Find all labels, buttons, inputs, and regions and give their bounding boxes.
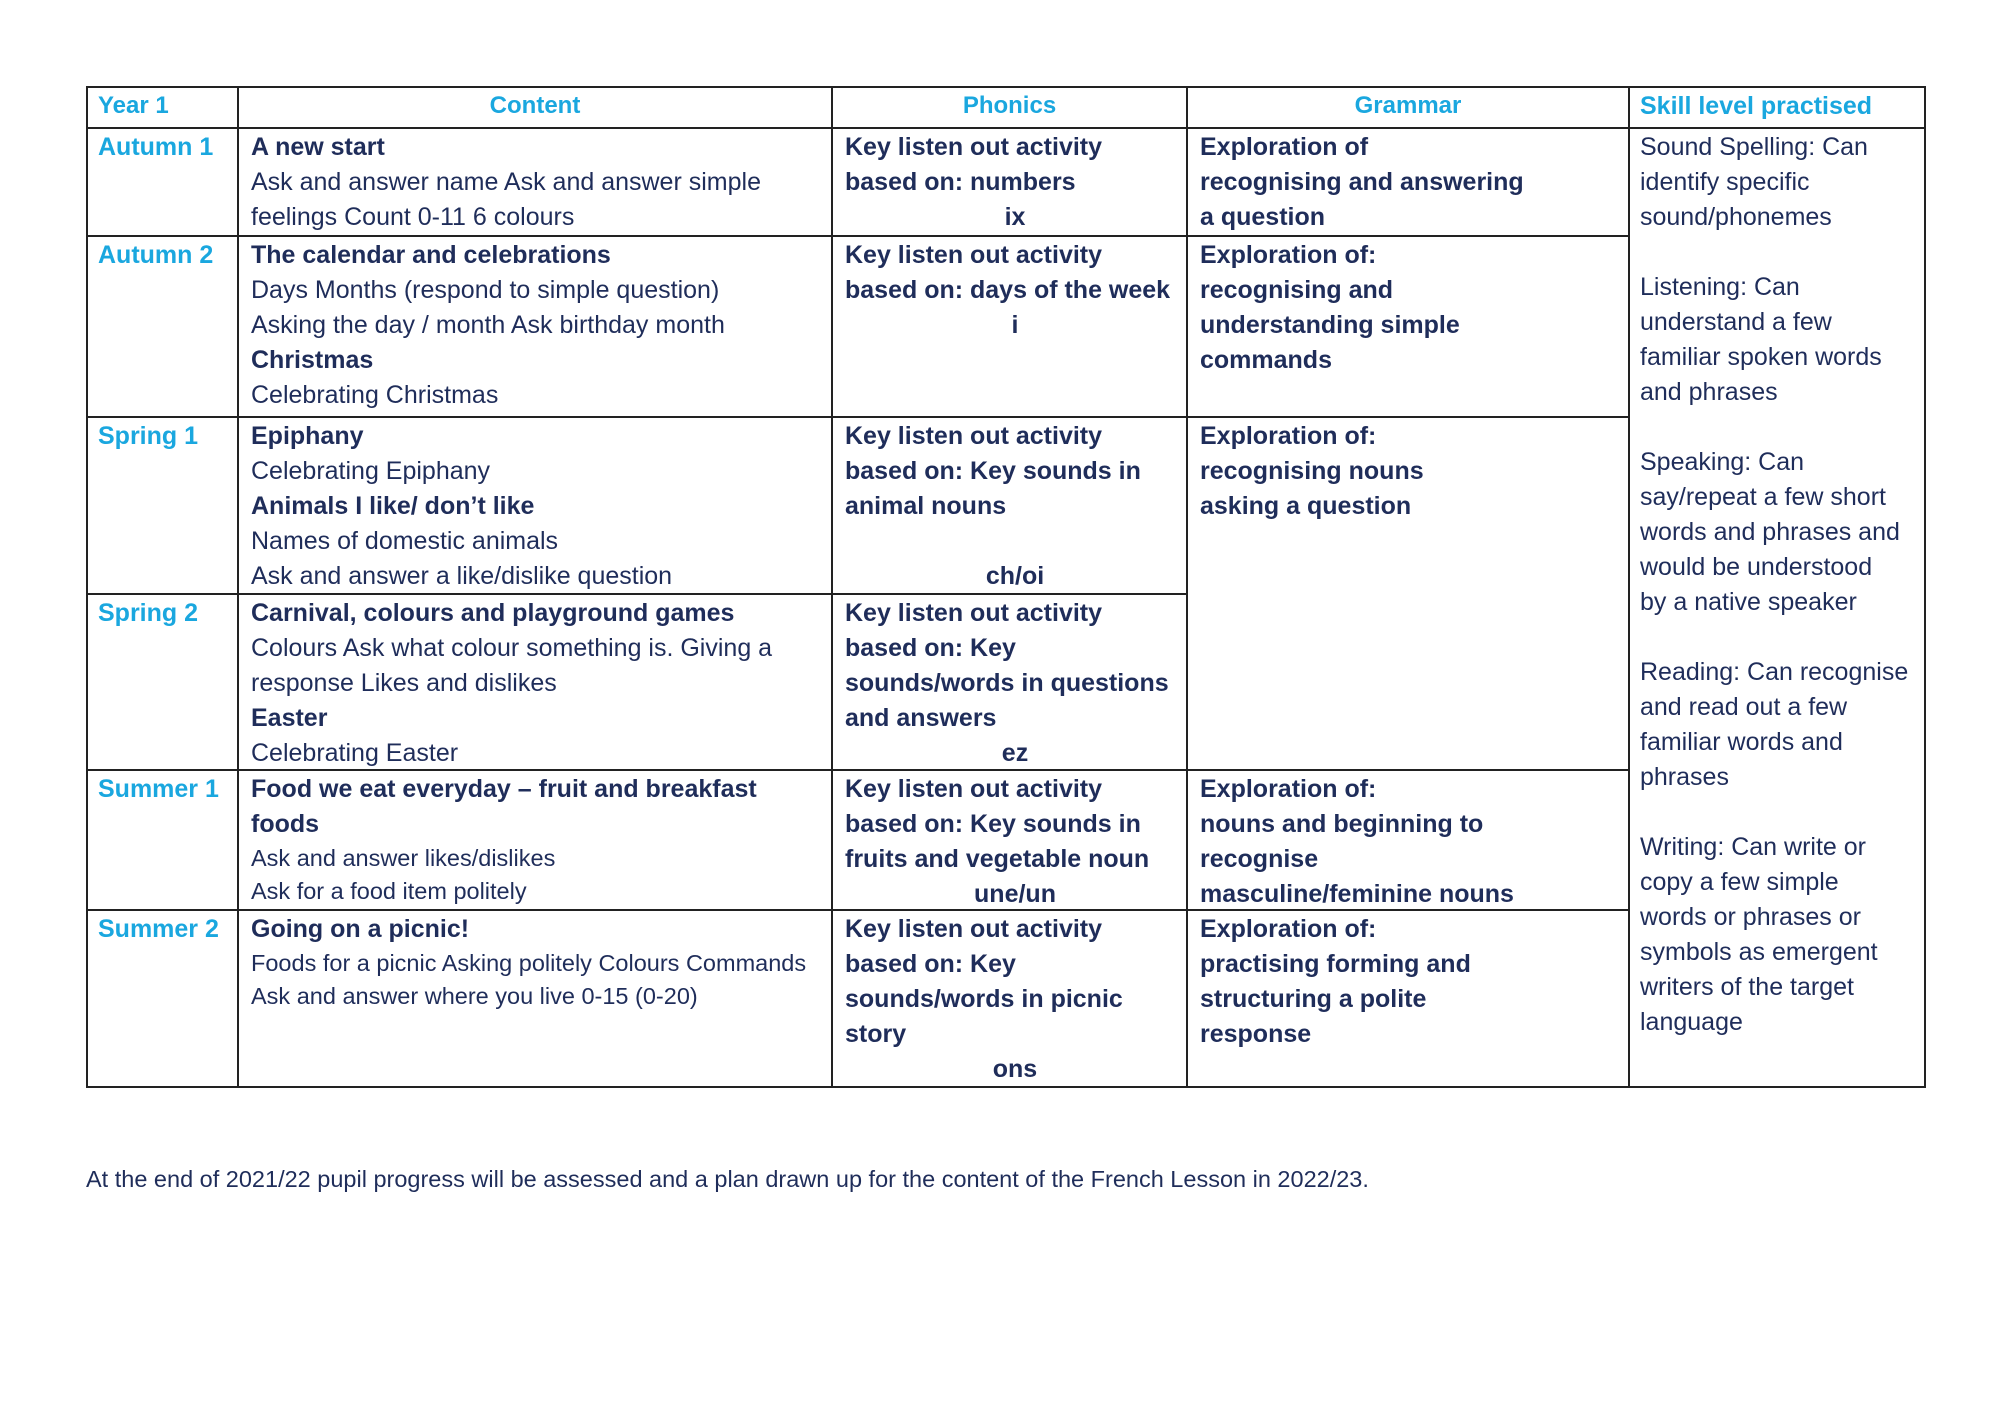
- content-line: Celebrating Christmas: [251, 381, 499, 409]
- header-year: Year 1: [98, 92, 169, 119]
- grammar-line: response: [1200, 1020, 1312, 1048]
- grammar-line: structuring a polite: [1200, 985, 1427, 1013]
- phonics-line: Key listen out activity: [845, 775, 1103, 803]
- content-line: Names of domestic animals: [251, 527, 559, 555]
- content-cell: [251, 912, 831, 1013]
- table-border: [1628, 86, 1630, 1088]
- grammar-line: a question: [1200, 203, 1326, 231]
- table-border: [86, 235, 1629, 237]
- phonics-cell: [845, 238, 1185, 343]
- skill-speaking: [1640, 445, 1922, 620]
- term-label: Summer 2: [98, 915, 219, 943]
- content-title: The calendar and celebrations: [251, 241, 611, 269]
- grammar-line: Exploration of:: [1200, 241, 1377, 269]
- phonics-sound: ons: [992, 1055, 1038, 1083]
- phonics-line: based on: numbers: [845, 168, 1076, 196]
- phonics-line: Key listen out activity: [845, 599, 1103, 627]
- phonics-line: fruits and vegetable noun: [845, 845, 1150, 873]
- content-line: Foods for a picnic Asking politely Colours Commands: [251, 950, 807, 976]
- phonics-line: based on: Key: [845, 634, 1016, 662]
- grammar-line: recognise: [1200, 845, 1319, 873]
- term-label: Autumn 1: [98, 133, 214, 161]
- skill-line: sound/phonemes: [1640, 203, 1832, 231]
- skill-line: words or phrases or: [1640, 903, 1861, 931]
- content-cell: [251, 130, 831, 235]
- phonics-line: based on: Key sounds in: [845, 810, 1141, 838]
- content-title: Food we eat everyday – fruit and breakfast: [251, 775, 757, 803]
- content-line: Asking the day / month Ask birthday month: [251, 311, 725, 339]
- phonics-line: Key listen out activity: [845, 133, 1103, 161]
- term-label: Autumn 2: [98, 241, 214, 269]
- skill-line: Speaking: Can: [1640, 448, 1805, 476]
- table-border: [831, 86, 833, 1088]
- content-title: Going on a picnic!: [251, 915, 470, 943]
- content-line: Celebrating Easter: [251, 739, 459, 767]
- content-cell: [251, 596, 831, 771]
- phonics-cell: [845, 130, 1185, 235]
- content-title: Epiphany: [251, 422, 364, 450]
- phonics-cell: [845, 772, 1185, 912]
- content-title: Carnival, colours and playground games: [251, 599, 735, 627]
- table-border: [237, 86, 239, 1088]
- content-cell: [251, 238, 831, 413]
- grammar-line: asking a question: [1200, 492, 1412, 520]
- content-title: Christmas: [251, 346, 374, 374]
- phonics-line: Key listen out activity: [845, 422, 1103, 450]
- skill-sound-spelling: [1640, 130, 1922, 235]
- phonics-cell: [845, 912, 1185, 1087]
- content-line: Ask for a food item politely: [251, 878, 527, 904]
- skill-writing: [1640, 830, 1922, 1040]
- grammar-cell: [1200, 419, 1628, 524]
- content-line: Colours Ask what colour something is. Giving a: [251, 634, 773, 662]
- phonics-cell: [845, 596, 1185, 771]
- table-border: [86, 416, 1629, 418]
- skill-line: by a native speaker: [1640, 588, 1857, 616]
- table-border: [1924, 86, 1926, 1088]
- grammar-line: understanding simple: [1200, 311, 1460, 339]
- grammar-line: Exploration of:: [1200, 775, 1377, 803]
- grammar-line: recognising and: [1200, 276, 1394, 304]
- header-phonics: Phonics: [962, 92, 1057, 119]
- content-title: Animals I like/ don’t like: [251, 492, 535, 520]
- grammar-line: Exploration of:: [1200, 915, 1377, 943]
- skill-line: Reading: Can recognise: [1640, 658, 1909, 686]
- term-label: Spring 1: [98, 422, 199, 450]
- skill-line: say/repeat a few short: [1640, 483, 1886, 511]
- phonics-sound: ix: [1004, 203, 1026, 231]
- spacer: [845, 524, 1185, 559]
- phonics-line: Key listen out activity: [845, 915, 1103, 943]
- grammar-cell: [1200, 912, 1628, 1052]
- content-line: Ask and answer likes/dislikes: [251, 845, 556, 871]
- phonics-line: based on: Key sounds in: [845, 457, 1141, 485]
- term-label: Spring 2: [98, 599, 199, 627]
- skill-line: symbols as emergent: [1640, 938, 1878, 966]
- phonics-line: and answers: [845, 704, 997, 732]
- skill-listening: [1640, 270, 1922, 410]
- phonics-line: based on: days of the week: [845, 276, 1171, 304]
- table-border: [86, 127, 1926, 129]
- header-skill: Skill level practised: [1640, 92, 1873, 120]
- phonics-sound: ez: [1001, 739, 1029, 767]
- skill-line: would be understood: [1640, 553, 1873, 581]
- grammar-line: masculine/feminine nouns: [1200, 880, 1514, 908]
- skill-line: language: [1640, 1008, 1743, 1036]
- content-line: Ask and answer where you live 0-15 (0-20): [251, 983, 698, 1009]
- content-line: feelings Count 0-11 6 colours: [251, 203, 575, 231]
- skill-line: Writing: Can write or: [1640, 833, 1866, 861]
- phonics-line: story: [845, 1020, 907, 1048]
- grammar-cell: [1200, 772, 1628, 912]
- content-cell: [251, 772, 831, 908]
- phonics-sound: i: [1011, 311, 1019, 339]
- phonics-line: based on: Key: [845, 950, 1016, 978]
- header-grammar: Grammar: [1354, 92, 1462, 119]
- content-line: Celebrating Epiphany: [251, 457, 491, 485]
- phonics-cell: [845, 419, 1185, 594]
- content-line: Ask and answer name Ask and answer simple: [251, 168, 761, 196]
- grammar-cell: [1200, 238, 1628, 378]
- skill-line: familiar words and: [1640, 728, 1843, 756]
- skill-line: words and phrases and: [1640, 518, 1900, 546]
- content-title: Easter: [251, 704, 328, 732]
- skill-line: understand a few: [1640, 308, 1832, 336]
- phonics-line: sounds/words in picnic: [845, 985, 1123, 1013]
- table-border: [86, 86, 88, 1088]
- grammar-line: commands: [1200, 346, 1332, 374]
- phonics-line: Key listen out activity: [845, 241, 1103, 269]
- curriculum-table: [86, 86, 1926, 1088]
- phonics-line: sounds/words in questions: [845, 669, 1169, 697]
- skill-reading: [1640, 655, 1922, 795]
- skill-line: Listening: Can: [1640, 273, 1800, 301]
- content-line: Ask and answer a like/dislike question: [251, 562, 673, 590]
- header-content: Content: [489, 92, 581, 119]
- skill-line: copy a few simple: [1640, 868, 1839, 896]
- grammar-line: Exploration of: [1200, 133, 1369, 161]
- phonics-sound: ch/oi: [985, 562, 1045, 590]
- skill-line: Sound Spelling: Can: [1640, 133, 1868, 161]
- table-border: [1186, 86, 1188, 1088]
- content-title: foods: [251, 810, 320, 838]
- footer-note: At the end of 2021/22 pupil progress will be assessed and a plan drawn up for the content of the French Lesson in 2022/23.: [86, 1166, 1369, 1192]
- skill-line: and read out a few: [1640, 693, 1848, 721]
- skill-cell: [1640, 130, 1922, 1040]
- term-label: Summer 1: [98, 775, 219, 803]
- grammar-cell: [1200, 130, 1628, 235]
- skill-line: familiar spoken words: [1640, 343, 1882, 371]
- grammar-line: practising forming and: [1200, 950, 1471, 978]
- skill-line: phrases: [1640, 763, 1729, 791]
- grammar-line: recognising and answering: [1200, 168, 1524, 196]
- grammar-line: Exploration of:: [1200, 422, 1377, 450]
- content-title: A new start: [251, 133, 385, 161]
- skill-line: identify specific: [1640, 168, 1810, 196]
- content-line: response Likes and dislikes: [251, 669, 557, 697]
- grammar-line: recognising nouns: [1200, 457, 1424, 485]
- content-cell: [251, 419, 831, 594]
- phonics-sound: une/un: [974, 880, 1056, 908]
- phonics-line: animal nouns: [845, 492, 1007, 520]
- skill-line: and phrases: [1640, 378, 1778, 406]
- content-line: Days Months (respond to simple question): [251, 276, 720, 304]
- grammar-line: nouns and beginning to: [1200, 810, 1484, 838]
- skill-line: writers of the target: [1640, 973, 1854, 1001]
